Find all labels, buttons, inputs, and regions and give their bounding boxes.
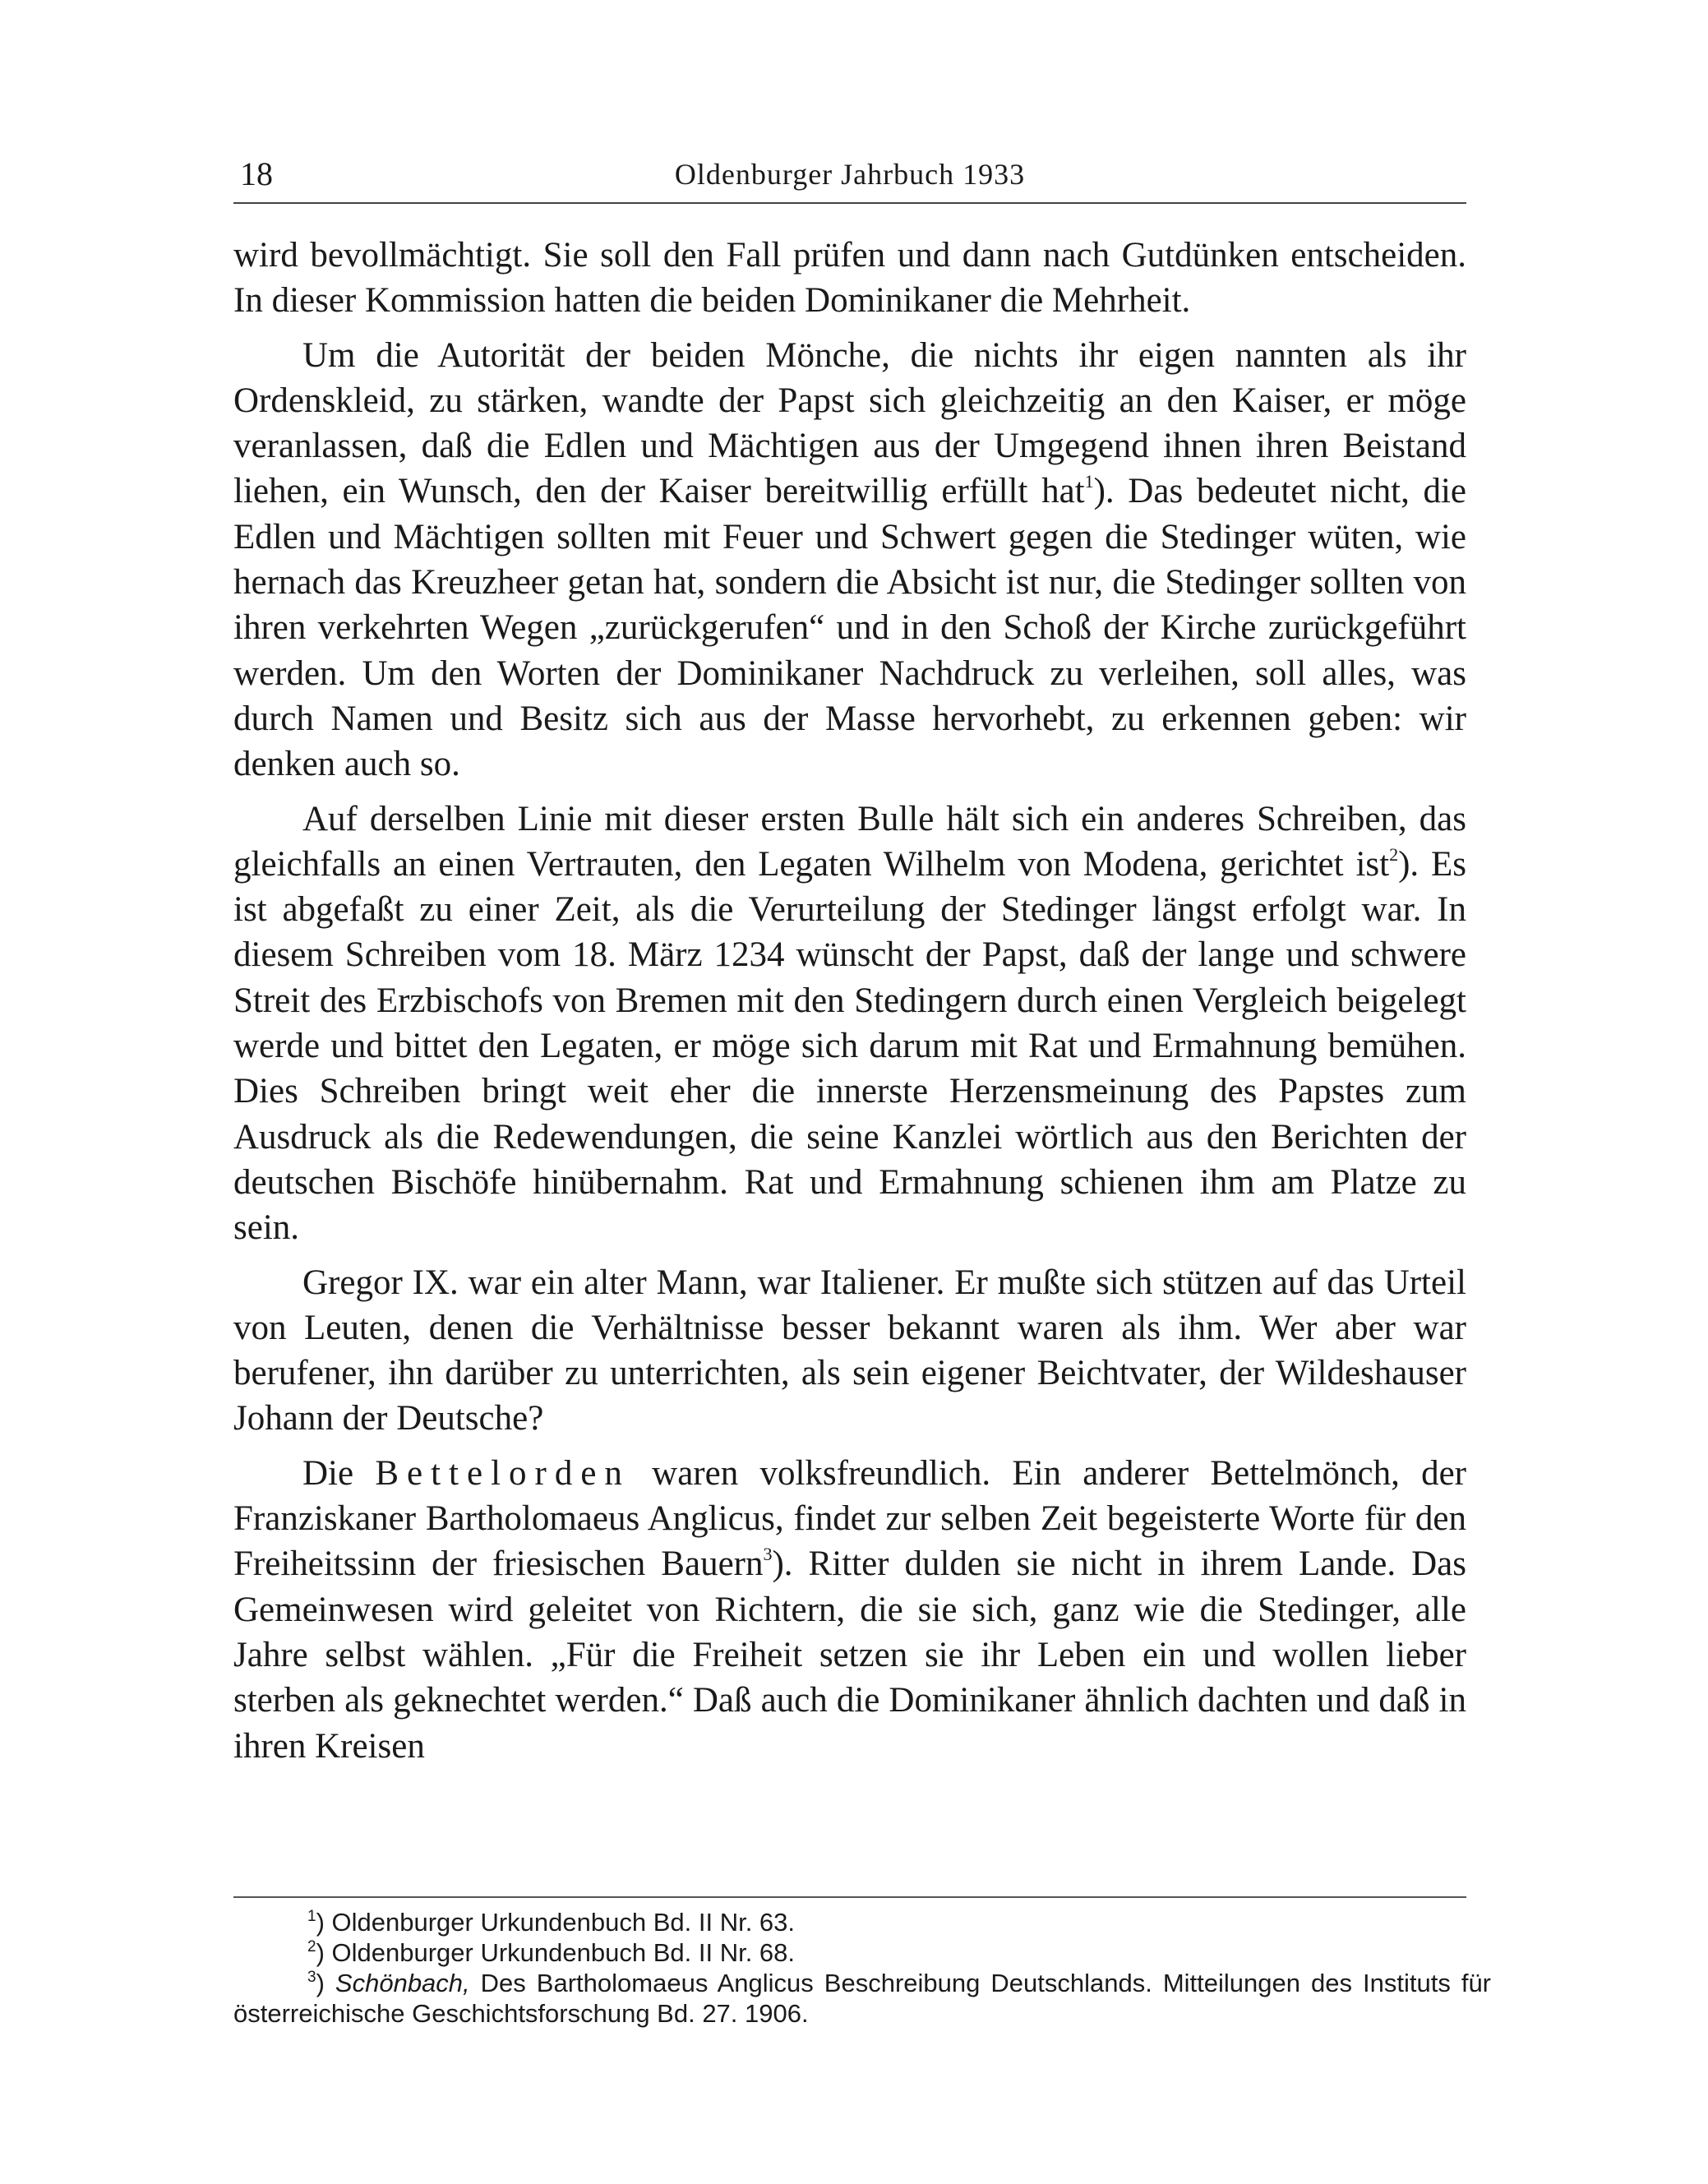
- paragraph-5-text-b: ). Ritter dulden sie nicht in ihrem Lande. Das Gemeinwesen wird geleitet von Richtern, die sie sich, ganz wie die Stedinger, alle Jahre selbst wählen. „Für die Freiheit setzen sie ihr Leben ein und wollen lieber sterben als geknechtet werden.“ Daß auch die Dominikaner ähnlich dachten und daß in ihren Kreisen: [233, 1544, 1467, 1766]
- footnote-1-text: ) Oldenburger Urkundenbuch Bd. II Nr. 63.: [316, 1908, 796, 1937]
- emphasis-spaced: Bettelorden: [375, 1453, 630, 1493]
- footnote-2-mark: 2: [307, 1938, 316, 1955]
- running-head: Oldenburger Jahrbuch 1933: [674, 158, 1026, 191]
- footnote-3-mark: 3: [307, 1969, 316, 1986]
- paragraph-1: [233, 233, 1466, 324]
- paragraph-5-text-a: waren volksfreundlich. Ein anderer Bettelmönch, der Franziskaner Bartholomaeus Anglicus, findet zur selben Zeit begeisterte Worte für den Freiheitssinn der friesischen Bauern: [233, 1453, 1466, 1584]
- body-text: [233, 233, 1466, 1778]
- paragraph-3-text-b: ). Es ist abgefaßt zu einer Zeit, als die Verurteilung der Stedinger längst erfolgt war. In diesem Schreiben vom 18. März 1234 wünscht der Papst, daß der lange und schwere Streit des Erzbischofs von Bremen mit den Stedingern durch einen Vergleich beigelegt werde und bittet den Legaten, er möge sich darum mit Rat und Ermahnung bemühen. Dies Schreiben bringt weit eher die innerste Herzensmeinung des Papstes zum Ausdruck als die Redewendungen, die seine Kanzlei wörtlich aus den Berichten der deutschen Bischöfe hinübernahm. Rat und Ermahnung schienen ihm am Platze zu sein.: [233, 844, 1466, 1248]
- paragraph-3: [233, 796, 1466, 1251]
- footnote-2: [233, 1937, 1491, 1968]
- footnote-ref-3: 3: [763, 1544, 773, 1565]
- footnote-3-text: Des Bartholomaeus Anglicus Beschreibung Deutschlands. Mitteilungen des Instituts für österreichische Geschichtsforschung Bd. 27. 1906.: [233, 1969, 1492, 2028]
- paragraph-4: [233, 1260, 1466, 1442]
- paragraph-5-lead: Die: [302, 1453, 354, 1493]
- paragraph-1-text: wird bevollmächtigt. Sie soll den Fall prüfen und dann nach Gutdünken entscheiden. In dieser Kommission hatten die beiden Dominikaner die Mehrheit.: [233, 236, 1466, 321]
- paragraph-5: [233, 1451, 1466, 1769]
- paragraph-2: [233, 333, 1466, 787]
- header-rule: [233, 202, 1466, 204]
- footnotes: [233, 1907, 1491, 2029]
- footnote-1: [233, 1907, 1491, 1937]
- page-header: [233, 156, 1466, 197]
- footnote-ref-2: 2: [1389, 843, 1399, 865]
- footnote-1-mark: 1: [307, 1908, 316, 1925]
- footnote-rule: [233, 1896, 1466, 1898]
- paragraph-3-text-a: Auf derselben Linie mit dieser ersten Bulle hält sich ein anderes Schreiben, das gleichfalls an einen Vertrauten, den Legaten Wilhelm von Modena, gerichtet ist: [233, 799, 1466, 884]
- paragraph-4-text: Gregor IX. war ein alter Mann, war Italiener. Er mußte sich stützen auf das Urteil von Leuten, denen die Verhältnisse besser bekannt waren als ihm. Wer aber war berufener, ihn darüber zu unterrichten, als sein eigener Beichtvater, der Wildeshauser Johann der Deutsche?: [233, 1263, 1466, 1438]
- paragraph-2-text-a: Um die Autorität der beiden Mönche, die nichts ihr eigen nannten als ihr Ordenskleid, zu stärken, wandte der Papst sich gleichzeitig an den Kaiser, er möge veranlassen, daß die Edlen und Mächtigen aus der Umgegend ihnen ihren Beistand liehen, ein Wunsch, den der Kaiser bereitwillig erfüllt hat: [233, 335, 1466, 511]
- footnote-3: $^3$) Schönbach, Des Bartholomaeus Anglicus Beschreibung Deutschlands. Mitteilungen des Instituts für österreichische Geschichtsforschung Bd. 27. 1906.: [233, 1969, 1492, 2028]
- paragraph-2-text-b: ). Das bedeutet nicht, die Edlen und Mächtigen sollten mit Feuer und Schwert gegen die Stedinger wüten, wie hernach das Kreuzheer getan hat, sondern die Absicht ist nur, die Stedinger sollten von ihren verkehrten Wegen „zurückgerufen“ und in den Schoß der Kirche zurückgeführt werden. Um den Worten der Dominikaner Nachdruck zu verleihen, soll alles, was durch Namen und Besitz sich aus der Masse hervorhebt, zu erkennen geben: wir denken auch so.: [233, 472, 1466, 784]
- footnote-3-author: Schönbach,: [335, 1969, 470, 1997]
- page-number: 18: [240, 155, 273, 192]
- footnote-2-text: ) Oldenburger Urkundenbuch Bd. II Nr. 68.: [316, 1938, 796, 1967]
- footnote-ref-1: 1: [1084, 471, 1094, 492]
